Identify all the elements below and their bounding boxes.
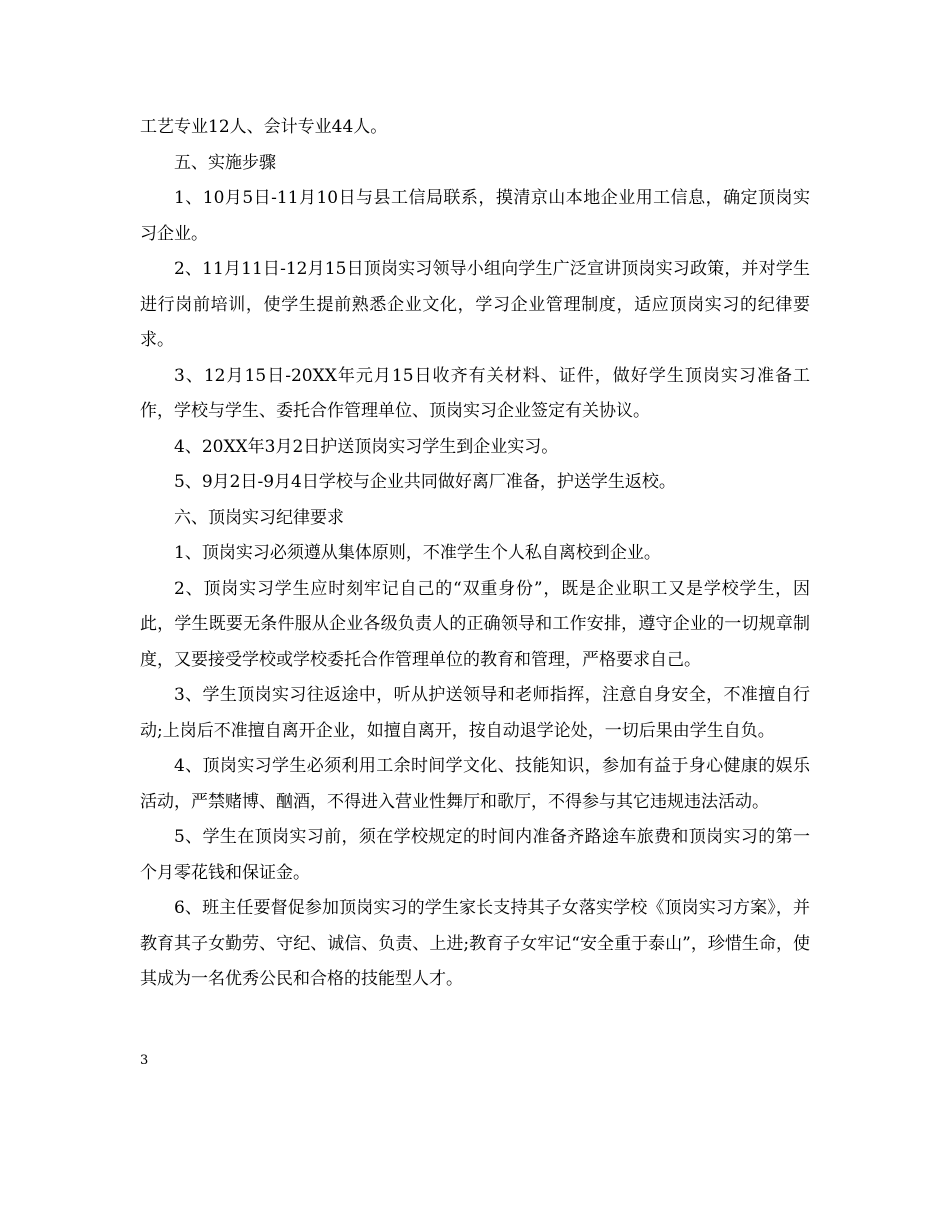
- rule-5-paragraph: 5、学生在顶岗实习前，须在学校规定的时间内准备齐路途车旅费和顶岗实习的第一个月零花钱和保证金。: [140, 827, 810, 883]
- paragraph-continued-majors: 工艺专业12人、会计专业44人。: [140, 117, 388, 137]
- step-1-paragraph: 1、10月5日-11月10日与县工信局联系，摸清京山本地企业用工信息，确定顶岗实习企业。: [140, 188, 810, 244]
- step-2-paragraph: 2、11月11日-12月15日顶岗实习领导小组向学生广泛宣讲顶岗实习政策，并对学生进行岗前培训，使学生提前熟悉企业文化，学习企业管理制度，适应顶岗实习的纪律要求。: [140, 259, 810, 350]
- step-5-paragraph: 5、9月2日-9月4日学校与企业共同做好离厂准备，护送学生返校。: [174, 472, 676, 492]
- page-number: 3: [140, 1053, 149, 1068]
- step-4-paragraph: 4、20XX年3月2日护送顶岗实习学生到企业实习。: [174, 436, 559, 457]
- rule-2-paragraph: 2、顶岗实习学生应时刻牢记自己的“双重身份”，既是企业职工又是学校学生，因此，学生既要无条件服从企业各级负责人的正确领导和工作安排，遵守企业的一切规章制度，又要接受学校或学校委托合作管理单位的教育和管理，严格要求自己。: [140, 578, 810, 670]
- section-heading-implementation-steps: 五、实施步骤: [174, 152, 276, 173]
- rule-6-paragraph: 6、班主任要督促参加顶岗实习的学生家长支持其子女落实学校《顶岗实习方案》，并教育其子女勤劳、守纪、诚信、负责、上进;教育子女牢记“安全重于泰山”，珍惜生命，使其成为一名优秀公民和合格的技能型人才。: [140, 898, 810, 989]
- step-3-paragraph: 3、12月15日-20XX年元月15日收齐有关材料、证件，做好学生顶岗实习准备工作，学校与学生、委托合作管理单位、顶岗实习企业签定有关协议。: [140, 365, 810, 421]
- rule-3-paragraph: 3、学生顶岗实习往返途中，听从护送领导和老师指挥，注意自身安全，不准擅自行动;上岗后不准擅自离开企业，如擅自离开，按自动退学论处，一切后果由学生自负。: [140, 685, 810, 741]
- document-body: [140, 110, 810, 998]
- rule-4-paragraph: 4、顶岗实习学生必须利用工余时间学文化、技能知识，参加有益于身心健康的娱乐活动，严禁赌博、酗酒，不得进入营业性舞厅和歌厅，不得参与其它违规违法活动。: [140, 756, 810, 812]
- rule-1-paragraph: 1、顶岗实习必须遵从集体原则，不准学生个人私自离校到企业。: [174, 543, 661, 563]
- section-heading-discipline-requirements: 六、顶岗实习纪律要求: [174, 507, 344, 528]
